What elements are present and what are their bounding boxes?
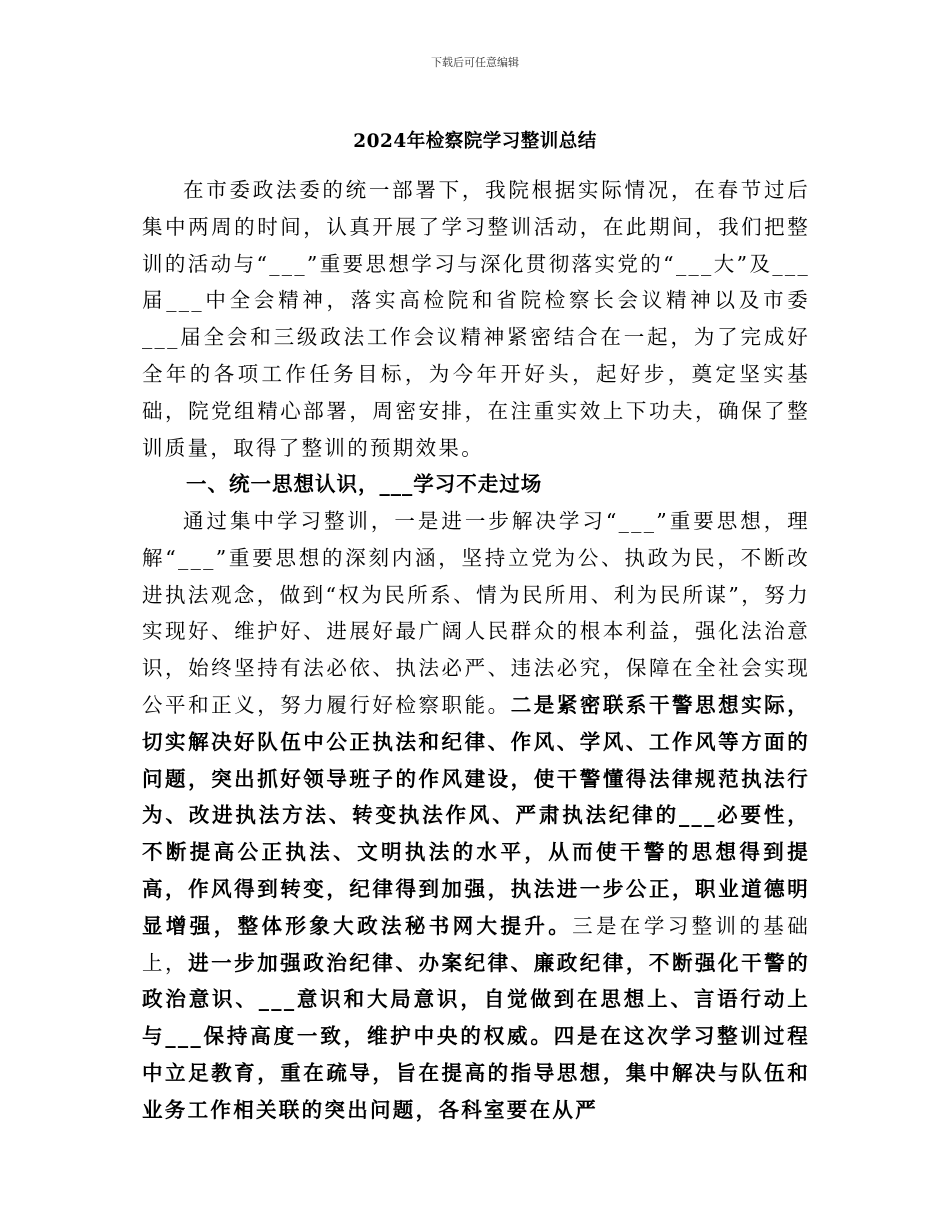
paragraph-section-1 bbox=[142, 503, 810, 1129]
paragraph-text-bold-1: 二是紧密联系干警思想实际，切实解决好队伍中公正执法和纪律、作风、学风、工作风等方面的问题，突出抓好领导班子的作风建设，使干警懂得法律规范执法行为、改进执法方法、转变执法作风、严肃执法纪律的___必要性，不断提高公正执法、文明执法的水平，从而使干警的思想得到提高，作风得到转变，纪律得到加强，执法进一步公正，职业道德明显增强，整体形象大政法秘书网大提升。 bbox=[142, 692, 810, 938]
paragraph-intro: 在市委政法委的统一部署下，我院根据实际情况，在春节过后集中两周的时间，认真开展了学习整训活动，在此期间，我们把整训的活动与“___”重要思想学习与深化贯彻落实党的“___大”及___届___中全会精神，落实高检院和省院检察长会议精神以及市委___届全会和三级政法工作会议精神紧密结合在一起，为了完成好全年的各项工作任务目标，为今年开好头，起好步，奠定坚实基础，院党组精心部署，周密安排，在注重实效上下功夫，确保了整训质量，取得了整训的预期效果。 bbox=[142, 178, 810, 460]
paragraph-text-normal-1: 通过集中学习整训，一是进一步解决学习“___”重要思想，理解“___”重要思想的深刻内涵，坚持立党为公、执政为民，不断改进执法观念，做到“权为民所系、情为民所用、利为民所谋”，努力实现好、维护好、进展好最广阔人民群众的根本利益，强化法治意识，始终坚持有法必依、执法必严、违法必究，保障在全社会实现公平和正义，努力履行好检察职能。 bbox=[142, 509, 810, 717]
header-note: 下载后可任意编辑 bbox=[431, 56, 519, 69]
section-heading-1: 一、统一思想认识，___学习不走过场 bbox=[186, 472, 543, 496]
paragraph-text-bold-2: 进一步加强政治纪律、办案纪律、廉政纪律，不断强化干警的政治意识、___意识和大局意识，自觉做到在思想上、言语行动上与___保持高度一致，维护中央的权威。四是在这次学习整训过程中立足教育，重在疏导，旨在提高的指导思想，集中解决与队伍和业务工作相关联的突出问题，各科室要在从严 bbox=[142, 950, 810, 1122]
paragraph-text-normal-2: 三是在学习整训的基础上， bbox=[142, 913, 811, 975]
document-title: 2024年检察院学习整训总结 bbox=[353, 131, 597, 152]
